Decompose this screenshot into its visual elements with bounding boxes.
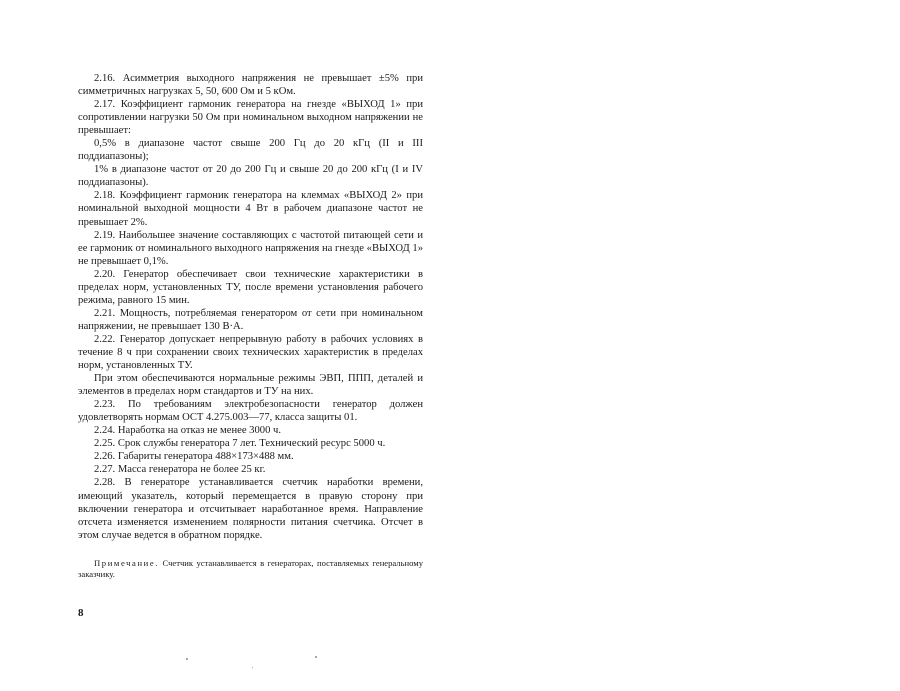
paragraph-2-22: 2.22. Генератор допускает непрерывную работу в рабочих условиях в течение 8 ч при сохранении своих технических характеристик в пределах норм, установленных ТУ.: [78, 333, 423, 372]
scan-speck: [252, 667, 253, 668]
paragraph-2-23: 2.23. По требованиям электробезопасности генератор должен удовлетворять нормам ОСТ 4.275.003—77, класса защиты 01.: [78, 399, 423, 424]
footnote-text: Счетчик устанавливается в генераторах, поставляемых генеральному заказчику.: [78, 557, 423, 579]
footnote: [78, 558, 423, 580]
paragraph-2-18: 2.18. Коэффициент гармоник генератора на клеммах «ВЫХОД 2» при номинальной выходной мощности 4 Вт в рабочем диапазоне частот не превышает 2%.: [78, 190, 423, 228]
footnote-label: Примечание.: [94, 557, 160, 568]
paragraph-2-27: 2.27. Масса генератора не более 25 кг.: [94, 464, 266, 476]
paragraph-2-17-item-2: 1% в диапазоне частот от 20 до 200 Гц и свыше 20 до 200 кГц (I и IV поддиапазоны).: [78, 164, 423, 189]
paragraph-2-24: 2.24. Наработка на отказ не менее 3000 ч.: [94, 425, 281, 437]
paragraph-2-25: 2.25. Срок службы генератора 7 лет. Технический ресурс 5000 ч.: [94, 438, 386, 450]
paragraph-2-19: 2.19. Наибольшее значение составляющих с частотой питающей сети и ее гармоник от номинального выходного напряжения на гнезде «ВЫХОД 1» не превышает 0,1%.: [78, 229, 423, 267]
paragraph-2-17: 2.17. Коэффициент гармоник генератора на гнезде «ВЫХОД 1» при сопротивлении нагрузки 50 Ом при номинальном выходном напряжении не превышает:: [78, 99, 423, 137]
paragraph-2-16: 2.16. Асимметрия выходного напряжения не превышает ±5% при симметричных нагрузках 5, 50, 600 Ом и 5 кОм.: [78, 73, 423, 98]
page-number: 8: [78, 607, 84, 619]
document-page: [78, 72, 423, 588]
paragraph-2-26: 2.26. Габариты генератора 488×173×488 мм.: [94, 451, 294, 463]
paragraph-2-20: 2.20. Генератор обеспечивает свои технические характеристики в пределах норм, установленных ТУ, после времени установления рабочего режима, равного 15 мин.: [78, 268, 423, 306]
paragraph-2-21: 2.21. Мощность, потребляемая генератором от сети при номинальном напряжении, не превышает 130 В·А.: [78, 307, 423, 332]
paragraph-2-22-note: При этом обеспечиваются нормальные режимы ЭВП, ППП, деталей и элементов в пределах норм стандартов и ТУ на них.: [78, 373, 423, 398]
paragraph-2-28: 2.28. В генераторе устанавливается счетчик наработки времени, имеющий указатель, который перемещается в правую сторону при включении генератора и отсчитывает наработанное время. Направление отсчета изменяется изменением полярности питания счетчика. Отсчет в этом случае ведется в обратном порядке.: [78, 477, 423, 541]
scan-speck: [186, 658, 188, 660]
paragraph-2-17-item-1: 0,5% в диапазоне частот свыше 200 Гц до 20 кГц (II и III поддиапазоны);: [78, 138, 423, 163]
scan-speck: [315, 656, 317, 658]
